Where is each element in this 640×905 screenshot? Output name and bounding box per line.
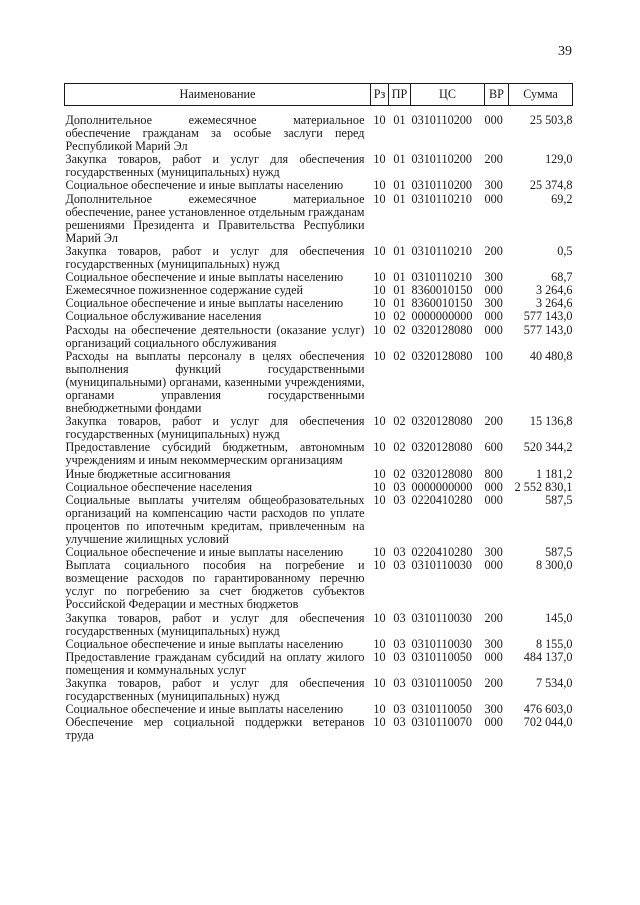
cell-cs: 0310110200: [411, 178, 472, 193]
cell-vr: 000: [484, 558, 503, 573]
cell-pr: 03: [393, 649, 406, 664]
cell-pr: 03: [393, 479, 406, 494]
cell-pr: 03: [393, 492, 406, 507]
cell-pr: 03: [393, 610, 406, 625]
table-row: [65, 179, 573, 192]
cell-pr: 01: [393, 113, 406, 127]
cell-name: Расходы на выплаты персоналу в целях обеспечения выполнения функций государственными (муниципальными) органами, казенными учреждениями, органами управления государственными внебюджетными фондами: [65, 348, 365, 416]
cell-cs: 0310110200: [411, 152, 472, 167]
cell-name: Социальные выплаты учителям общеобразовательных организаций на компенсацию части расходов по уплате процентов по ипотечным кредитам, привлеченным на улучшение жилищных условий: [65, 492, 365, 546]
cell-name: Социальное обеспечение и иные выплаты населению: [65, 178, 344, 193]
cell-pr: 03: [393, 636, 406, 651]
cell-rz: 10: [373, 270, 386, 285]
cell-sum: 520 344,2: [523, 440, 573, 455]
table-row: [65, 559, 573, 611]
cell-pr: 03: [393, 676, 406, 691]
cell-cs: 0000000000: [411, 479, 473, 494]
cell-rz: 10: [373, 545, 386, 560]
header-name: Наименование: [65, 84, 371, 106]
table-row: [65, 638, 573, 651]
cell-pr: 02: [393, 322, 406, 337]
cell-vr: 300: [484, 636, 503, 651]
cell-rz: 10: [373, 676, 386, 691]
cell-cs: 0320128080: [411, 440, 473, 455]
cell-rz: 10: [373, 322, 386, 337]
table-row: [65, 481, 573, 494]
cell-vr: 300: [484, 178, 503, 193]
cell-rz: 10: [373, 309, 386, 324]
cell-vr: 000: [484, 649, 503, 664]
cell-cs: 0310110050: [411, 702, 472, 717]
cell-rz: 10: [373, 610, 386, 625]
cell-name: Социальное обеспечение населения: [65, 479, 253, 494]
cell-sum: 587,5: [545, 545, 573, 560]
table-body: [65, 106, 573, 743]
cell-name: Закупка товаров, работ и услуг для обеспечения государственных (муниципальных) нужд: [65, 610, 365, 638]
cell-cs: 0320128080: [411, 348, 473, 363]
cell-rz: 10: [373, 558, 386, 573]
cell-name: Социальное обеспечение и иные выплаты населению: [65, 636, 344, 651]
cell-sum: 3 264,6: [535, 283, 573, 298]
cell-name: Закупка товаров, работ и услуг для обеспечения государственных (муниципальных) нужд: [65, 414, 365, 442]
header-rz: Рз: [371, 84, 389, 106]
cell-vr: 300: [484, 296, 503, 311]
cell-rz: 10: [373, 152, 386, 167]
table-row: [65, 245, 573, 271]
cell-sum: 25 503,8: [529, 113, 573, 127]
cell-cs: 0310110210: [411, 243, 472, 258]
cell-sum: 3 264,6: [535, 296, 573, 311]
cell-vr: 200: [484, 610, 503, 625]
cell-vr: 000: [484, 309, 503, 324]
cell-pr: 01: [393, 178, 406, 193]
cell-rz: 10: [373, 348, 386, 363]
header-pr: ПР: [389, 84, 411, 106]
cell-pr: 01: [393, 191, 406, 206]
table-row: [65, 153, 573, 179]
cell-rz: 10: [373, 243, 386, 258]
cell-rz: 10: [373, 715, 386, 730]
cell-sum: 702 044,0: [523, 715, 573, 730]
cell-cs: 0310110030: [411, 610, 472, 625]
cell-rz: 10: [373, 296, 386, 311]
header-cs: ЦС: [411, 84, 485, 106]
cell-rz: 10: [373, 440, 386, 455]
cell-vr: 000: [484, 479, 503, 494]
cell-vr: 000: [484, 113, 503, 127]
cell-rz: 10: [373, 636, 386, 651]
cell-name: Расходы на обеспечение деятельности (оказание услуг) организаций социального обслуживания: [65, 322, 365, 350]
cell-pr: 03: [393, 702, 406, 717]
cell-pr: 03: [393, 715, 406, 730]
cell-rz: 10: [373, 466, 386, 481]
budget-table: [64, 83, 573, 743]
cell-vr: 200: [484, 152, 503, 167]
cell-cs: 0310110050: [411, 649, 472, 664]
cell-vr: 000: [484, 283, 503, 298]
cell-rz: 10: [373, 702, 386, 717]
cell-pr: 01: [393, 243, 406, 258]
cell-sum: 2 552 830,1: [514, 479, 573, 494]
cell-vr: 000: [484, 715, 503, 730]
cell-cs: 0310110050: [411, 676, 472, 691]
cell-sum: 40 480,8: [529, 348, 573, 363]
cell-sum: 8 300,0: [535, 558, 573, 573]
table-row: [65, 612, 573, 638]
cell-sum: 7 534,0: [535, 676, 573, 691]
cell-pr: 02: [393, 309, 406, 324]
cell-sum: 68,7: [551, 270, 573, 285]
cell-name: Социальное обеспечение и иные выплаты населению: [65, 270, 344, 285]
cell-name: Предоставление гражданам субсидий на оплату жилого помещения и коммунальных услуг: [65, 649, 365, 677]
cell-cs: 0220410280: [411, 492, 473, 507]
cell-pr: 01: [393, 270, 406, 285]
cell-name: Социальное обеспечение и иные выплаты населению: [65, 702, 344, 717]
cell-sum: 15 136,8: [529, 414, 573, 429]
cell-sum: 8 155,0: [535, 636, 573, 651]
cell-name: Закупка товаров, работ и услуг для обеспечения государственных (муниципальных) нужд: [65, 152, 365, 180]
cell-cs: 0000000000: [411, 309, 473, 324]
table-row: [65, 415, 573, 441]
cell-cs: 8360010150: [411, 283, 473, 298]
cell-sum: 145,0: [545, 610, 573, 625]
cell-cs: 0320128080: [411, 466, 473, 481]
cell-vr: 800: [484, 466, 503, 481]
cell-pr: 03: [393, 558, 406, 573]
cell-pr: 01: [393, 283, 406, 298]
cell-vr: 200: [484, 676, 503, 691]
cell-cs: 0310110210: [411, 191, 472, 206]
cell-cs: 0310110030: [411, 558, 472, 573]
table-row: [65, 310, 573, 323]
header-vr: ВР: [485, 84, 509, 106]
table-row: [65, 324, 573, 350]
cell-pr: 02: [393, 466, 406, 481]
cell-pr: 01: [393, 152, 406, 167]
table-row: [65, 441, 573, 467]
cell-sum: 484 137,0: [523, 649, 573, 664]
cell-sum: 0,5: [557, 243, 573, 258]
cell-name: Обеспечение мер социальной поддержки ветеранов труда: [65, 715, 365, 743]
cell-sum: 577 143,0: [523, 309, 573, 324]
cell-rz: 10: [373, 178, 386, 193]
table-row: [65, 106, 573, 154]
cell-vr: 200: [484, 414, 503, 429]
cell-name: Дополнительное ежемесячное материальное обеспечение гражданам за особые заслуги перед Республикой Марий Эл: [65, 113, 365, 154]
table-row: [65, 651, 573, 677]
cell-cs: 0220410280: [411, 545, 473, 560]
cell-rz: 10: [373, 414, 386, 429]
cell-vr: 100: [484, 348, 503, 363]
cell-vr: 300: [484, 545, 503, 560]
table-row: [65, 494, 573, 546]
cell-sum: 1 181,2: [535, 466, 573, 481]
cell-cs: 0310110070: [411, 715, 472, 730]
cell-cs: 0310110030: [411, 636, 472, 651]
cell-name: Выплата социального пособия на погребение и возмещение расходов по гарантированному перечню услуг по погребению за счет бюджетов субъектов Российской Федерации и местных бюджетов: [65, 558, 365, 612]
cell-name: Иные бюджетные ассигнования: [65, 466, 231, 481]
cell-sum: 69,2: [551, 191, 573, 206]
cell-pr: 02: [393, 348, 406, 363]
cell-cs: 0320128080: [411, 414, 473, 429]
cell-name: Дополнительное ежемесячное материальное обеспечение, ранее установленное отдельным гражданам решениями Президента и Правительства Республики Марий Эл: [65, 191, 365, 245]
cell-pr: 03: [393, 545, 406, 560]
cell-name: Ежемесячное пожизненное содержание судей: [65, 283, 304, 298]
cell-vr: 300: [484, 270, 503, 285]
cell-name: Социальное обеспечение и иные выплаты населению: [65, 296, 344, 311]
cell-cs: 8360010150: [411, 296, 473, 311]
cell-vr: 000: [484, 191, 503, 206]
table-header: [65, 84, 573, 106]
cell-vr: 000: [484, 492, 503, 507]
cell-name: Социальное обеспечение и иные выплаты населению: [65, 545, 344, 560]
table-row: [65, 677, 573, 703]
cell-rz: 10: [373, 479, 386, 494]
cell-pr: 02: [393, 440, 406, 455]
table-row: [65, 193, 573, 245]
cell-vr: 300: [484, 702, 503, 717]
cell-pr: 01: [393, 296, 406, 311]
cell-vr: 200: [484, 243, 503, 258]
cell-pr: 02: [393, 414, 406, 429]
page-number: 39: [558, 44, 572, 59]
table-row: [65, 468, 573, 481]
cell-rz: 10: [373, 283, 386, 298]
table-row: [65, 350, 573, 415]
cell-vr: 600: [484, 440, 503, 455]
cell-name: Закупка товаров, работ и услуг для обеспечения государственных (муниципальных) нужд: [65, 243, 365, 272]
cell-rz: 10: [373, 113, 386, 127]
cell-cs: 0310110200: [411, 113, 472, 127]
cell-sum: 476 603,0: [523, 702, 573, 717]
header-sum: Сумма: [509, 84, 573, 106]
cell-sum: 577 143,0: [523, 322, 573, 337]
cell-name: Социальное обслуживание населения: [65, 309, 262, 324]
cell-name: Закупка товаров, работ и услуг для обеспечения государственных (муниципальных) нужд: [65, 676, 365, 704]
cell-vr: 000: [484, 322, 503, 337]
table-row: [65, 716, 573, 742]
cell-rz: 10: [373, 649, 386, 664]
cell-name: Предоставление субсидий бюджетным, автономным учреждениям и иным некоммерческим организациям: [65, 440, 365, 468]
cell-cs: 0310110210: [411, 270, 472, 285]
cell-rz: 10: [373, 191, 386, 206]
cell-cs: 0320128080: [411, 322, 473, 337]
cell-sum: 25 374,8: [529, 178, 573, 193]
cell-sum: 587,5: [545, 492, 573, 507]
cell-sum: 129,0: [545, 152, 573, 167]
cell-rz: 10: [373, 492, 386, 507]
